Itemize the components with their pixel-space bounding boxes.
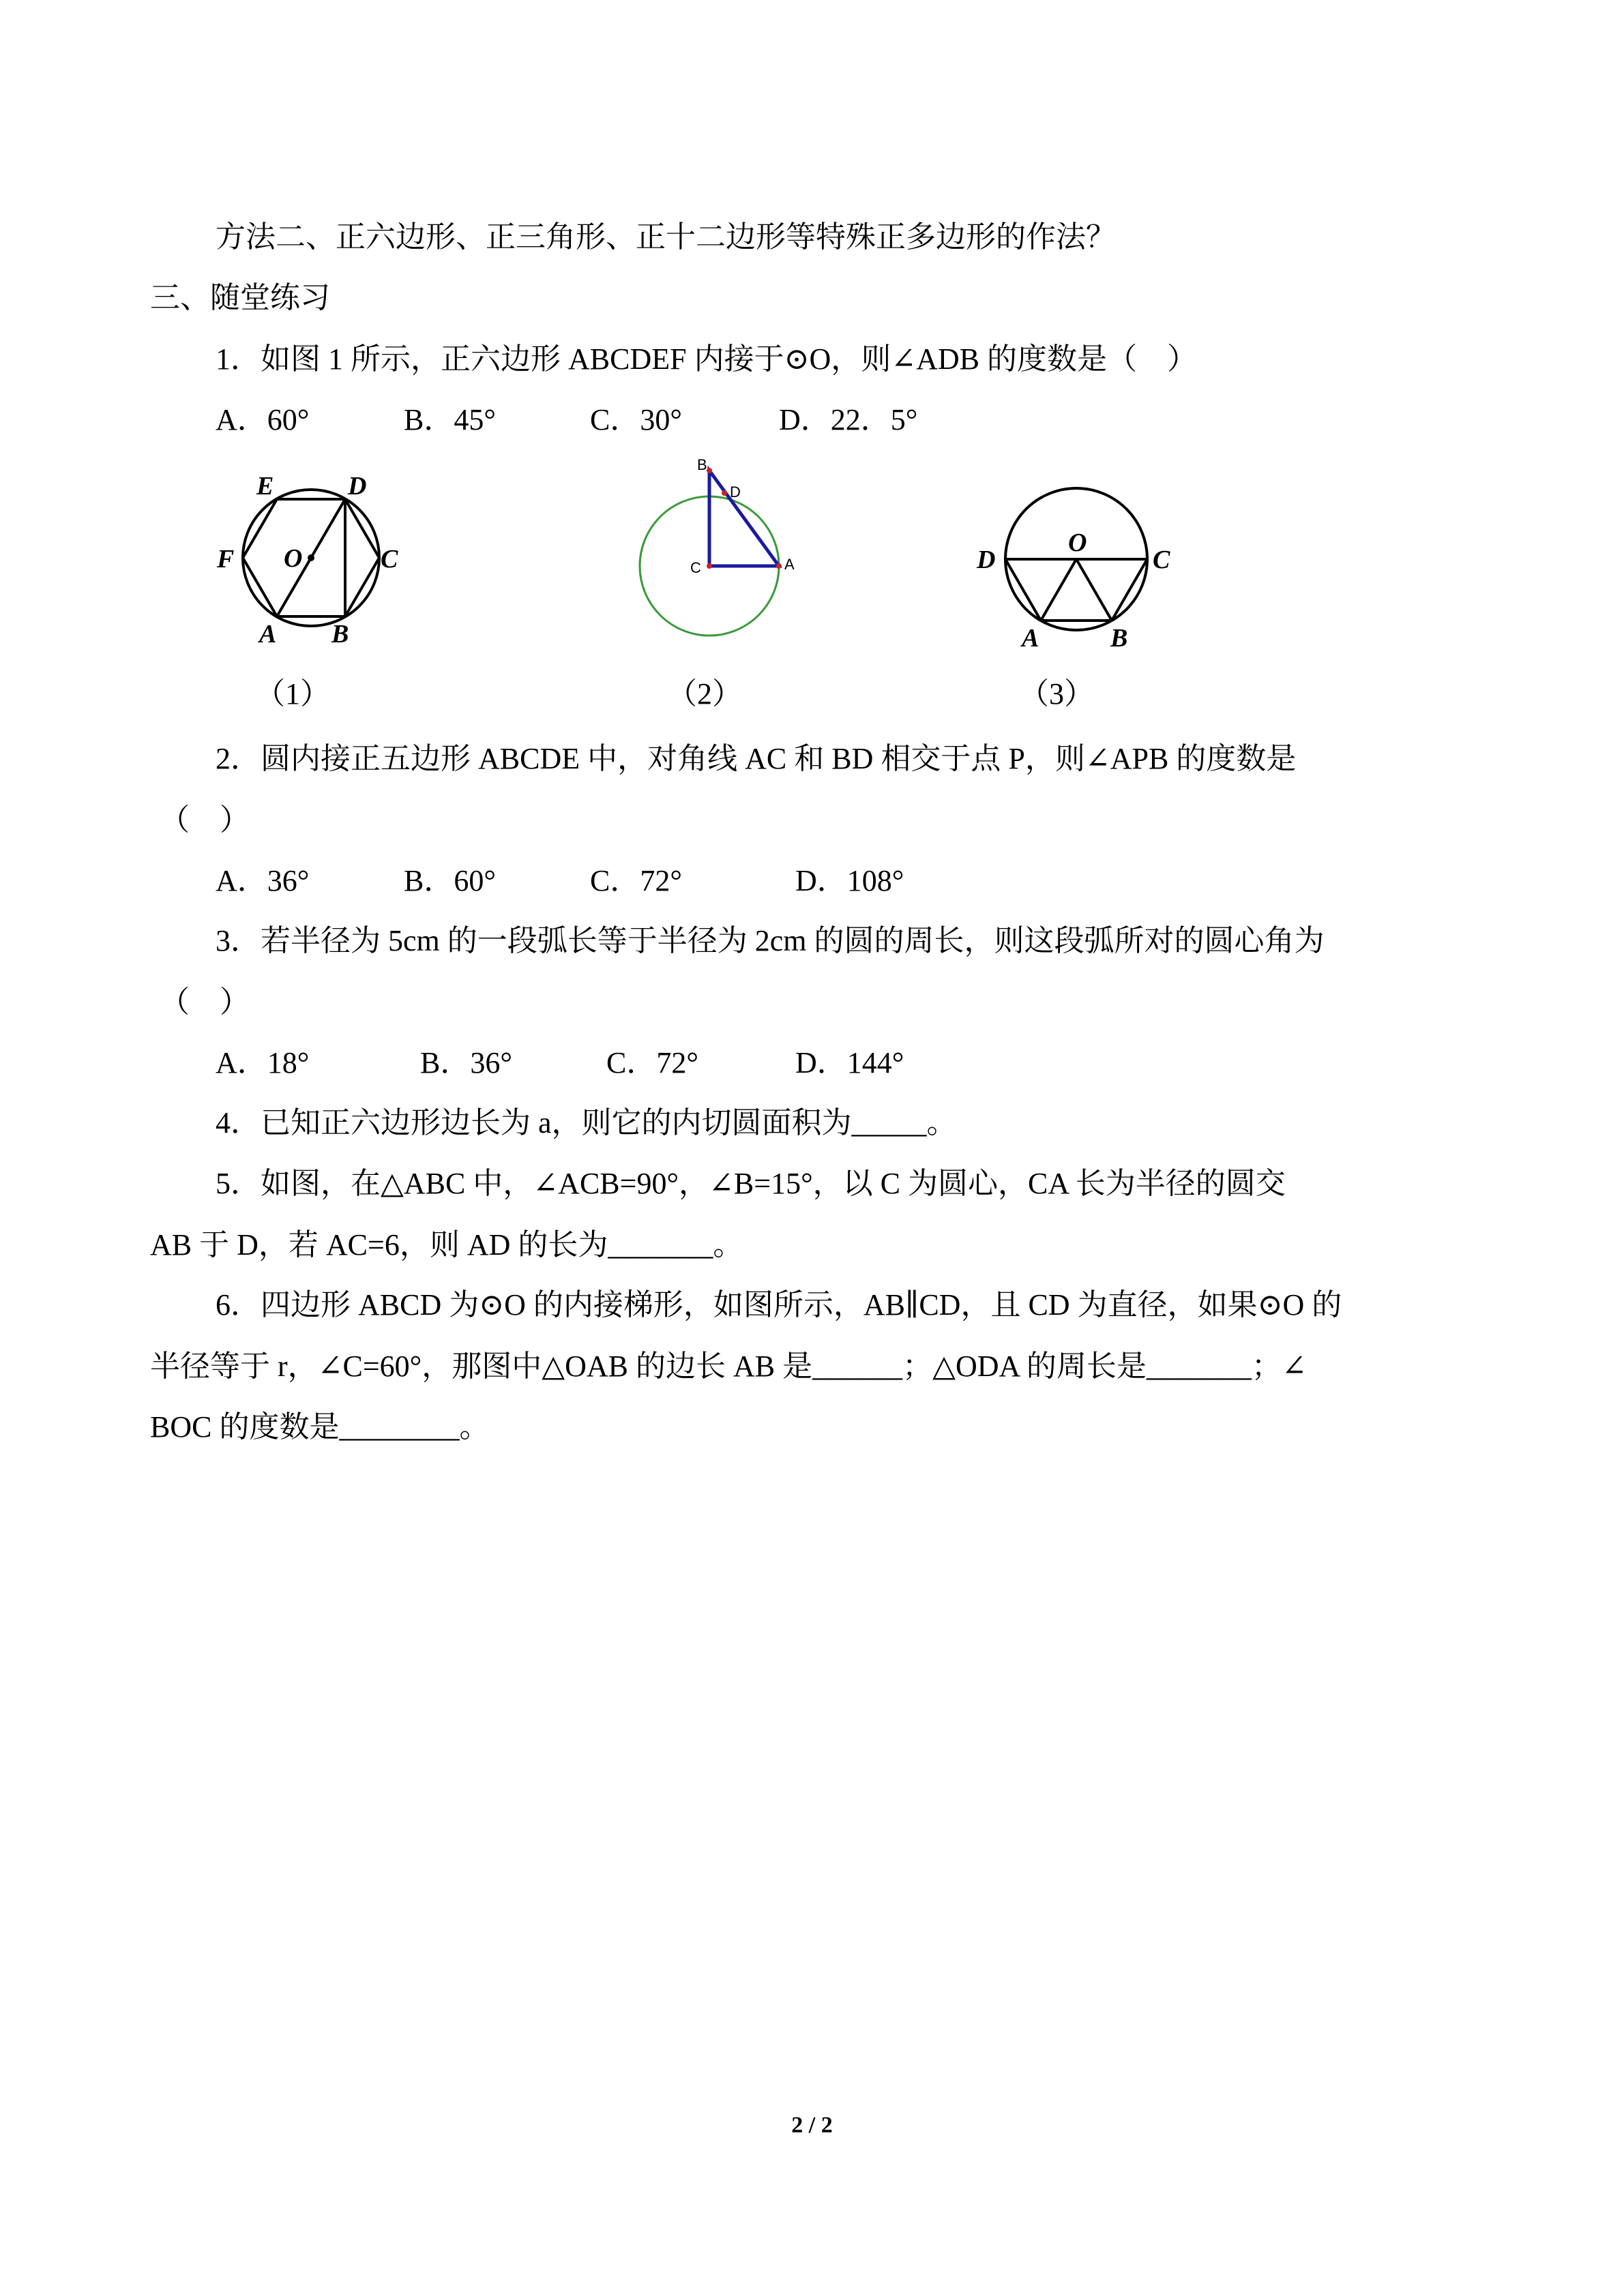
q1-option-b: B．45° [404, 403, 496, 436]
question-3-paren: （ ） [160, 985, 250, 1019]
q1-options [216, 400, 1034, 441]
fig2-label-b: B [697, 456, 707, 473]
fig3-label-c: C [1153, 546, 1170, 574]
q2-option-d: D．108° [795, 864, 904, 897]
q3-option-b: B．36° [420, 1046, 512, 1079]
fig2-label-a: A [784, 556, 795, 573]
section-heading: 三、随堂练习 [150, 281, 330, 314]
fig3-side-bc [1112, 559, 1147, 621]
q1-option-c: C．30° [590, 403, 682, 436]
fig1-label-b: B [331, 620, 349, 648]
question-5: 5．如图，在△ABC 中，∠ACB=90°，∠B=15°，以 C 为圆心，CA 长为半径的圆交 [216, 1167, 1286, 1200]
fig1-label-o: O [284, 544, 303, 573]
fig2-label-c: C [690, 559, 701, 576]
question-6: 6．四边形 ABCD 为⊙O 的内接梯形，如图所示，AB∥CD，且 CD 为直径，如果⊙O 的 [216, 1288, 1342, 1322]
q3-options [216, 1043, 1034, 1084]
fig1-label-e: E [256, 472, 274, 501]
q1-option-d: D．22．5° [779, 403, 918, 436]
q3-option-d: D．144° [795, 1046, 904, 1079]
q3-option-a: A．18° [216, 1046, 310, 1079]
figure-1-caption: （1） [255, 677, 330, 711]
question-6-cont-2: BOC 的度数是________。 [150, 1410, 490, 1444]
fig3-label-a: A [1022, 624, 1039, 653]
fig2-triangle [709, 471, 779, 566]
figure-2 [614, 453, 832, 651]
q2-option-b: B．60° [404, 864, 496, 897]
figure-2-caption: （2） [667, 677, 742, 711]
q2-option-c: C．72° [590, 864, 682, 897]
q2-options [216, 861, 1034, 901]
question-3: 3．若半径为 5cm 的一段弧长等于半径为 2cm 的圆的周长，则这段弧所对的圆心角为 [216, 924, 1325, 957]
method2-text: 方法二、正六边形、正三角形、正十二边形等特殊正多边形的作法？ [216, 220, 1116, 254]
fig3-label-b: B [1110, 624, 1128, 653]
question-4: 4．已知正六边形边长为 a，则它的内切圆面积为_____。 [216, 1106, 957, 1139]
fig1-label-f: F [217, 545, 235, 573]
question-6-cont-1: 半径等于 r，∠C=60°，那图中△OAB 的边长 AB 是______；△ODA 的周长是_______；∠ [150, 1350, 1307, 1383]
q1-option-a: A．60° [216, 403, 310, 436]
fig1-label-a: A [259, 620, 277, 648]
fig3-radius-oa [1041, 559, 1076, 621]
fig2-point-b [707, 468, 712, 473]
fig2-point-c [707, 563, 712, 569]
fig3-label-d: D [977, 546, 996, 574]
fig3-label-o: O [1068, 528, 1087, 557]
question-5-cont: AB 于 D，若 AC=6，则 AD 的长为_______。 [150, 1228, 743, 1262]
figure-1 [205, 467, 409, 651]
fig2-point-a [776, 563, 782, 569]
fig3-radius-ob [1076, 559, 1112, 621]
page-number: 2 / 2 [791, 2113, 833, 2138]
q3-option-c: C．72° [606, 1046, 698, 1079]
figure-3-caption: （3） [1019, 677, 1094, 711]
question-2-paren: （ ） [160, 803, 250, 837]
q2-option-a: A．36° [216, 864, 310, 897]
fig1-center-dot [308, 554, 314, 561]
fig2-label-d: D [730, 483, 741, 501]
figure-3 [962, 471, 1187, 655]
fig1-label-d: D [348, 472, 367, 501]
fig2-point-d [722, 490, 727, 496]
fig3-side-da [1005, 559, 1041, 621]
question-1: 1．如图 1 所示，正六边形 ABCDEF 内接于⊙O，则∠ADB 的度数是（ ） [216, 342, 1197, 376]
question-2: 2．圆内接正五边形 ABCDE 中，对角线 AC 和 BD 相交于点 P，则∠APB 的度数是 [216, 742, 1297, 775]
fig1-label-c: C [381, 545, 398, 573]
